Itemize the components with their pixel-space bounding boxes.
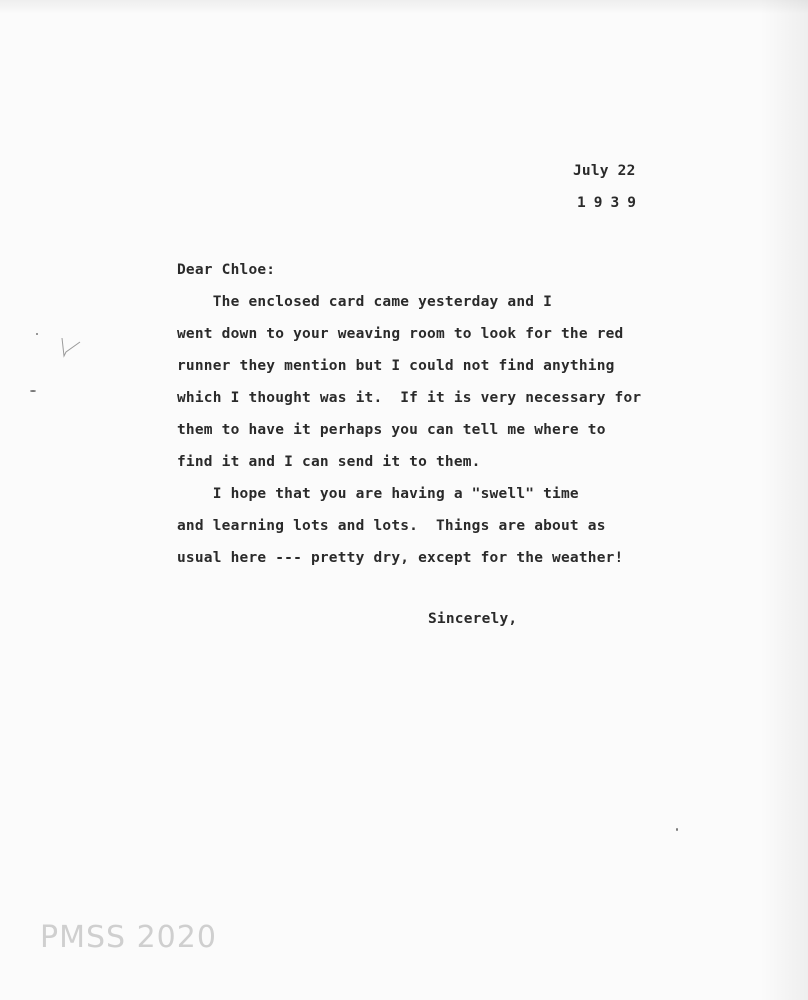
watermark-label: PMSS 2020: [40, 920, 217, 955]
letter-closing: Sincerely,: [428, 611, 518, 627]
ink-speck: [36, 333, 38, 335]
letter-body-line: and learning lots and lots. Things are about as: [177, 518, 606, 534]
pencil-tick-mark: [50, 330, 90, 400]
ink-speck: [30, 390, 36, 392]
letter-salutation: Dear Chloe:: [177, 262, 276, 278]
page-top-shadow: [0, 0, 808, 14]
letter-body-line: I hope that you are having a "swell" time: [177, 486, 579, 502]
letter-body-line: find it and I can send it to them.: [177, 454, 481, 470]
letter-body-line: them to have it perhaps you can tell me where to: [177, 422, 606, 438]
letter-date-year: 1939: [577, 195, 644, 211]
page-edge-shadow: [760, 0, 808, 1000]
letter-body-line: which I thought was it. If it is very necessary for: [177, 390, 642, 406]
letter-body-line: runner they mention but I could not find anything: [177, 358, 615, 374]
letter-body-line: went down to your weaving room to look for the red: [177, 326, 624, 342]
letter-body-line: usual here --- pretty dry, except for the weather!: [177, 550, 624, 566]
letter-body-line: The enclosed card came yesterday and I: [177, 294, 553, 310]
ink-speck: [676, 828, 678, 831]
letter-date-month-day: July 22: [573, 163, 636, 179]
